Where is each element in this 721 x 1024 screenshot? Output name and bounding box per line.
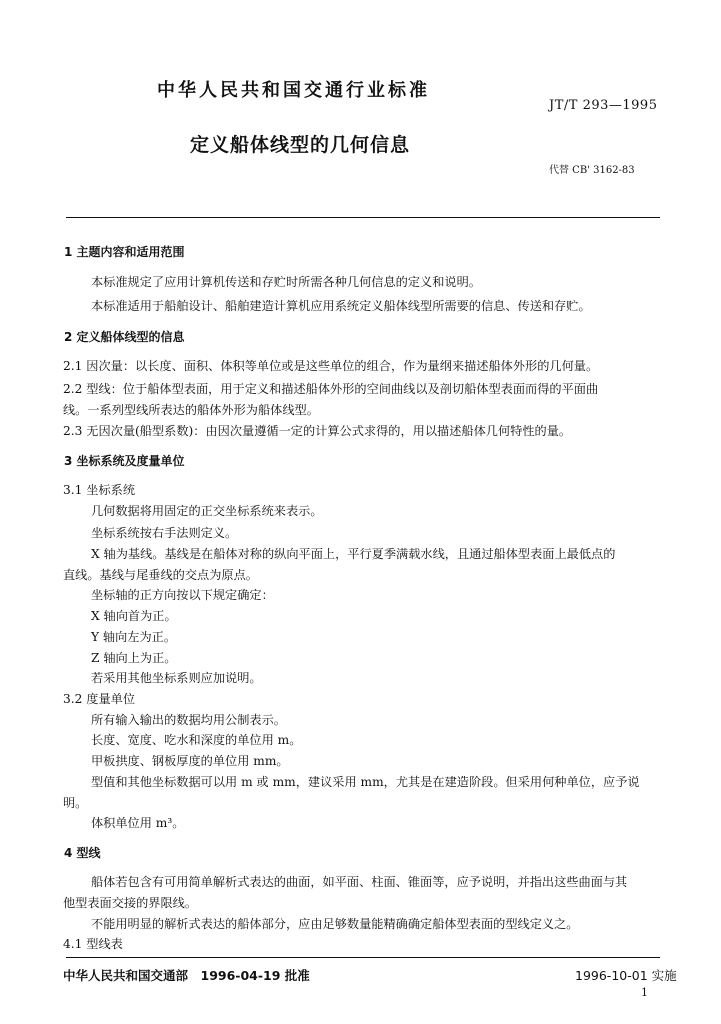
- clause-2-2-continued: 线。一系列型线所表达的船体外形为船体线型。: [63, 403, 319, 417]
- body-paragraph-continued: 明。: [63, 796, 88, 810]
- body-paragraph: 坐标系统按右手法则定义。: [91, 526, 238, 540]
- body-paragraph: 坐标轴的正方向按以下规定确定：: [91, 588, 274, 602]
- document-title: 定义船体线型的几何信息: [190, 134, 411, 156]
- page-number: 1: [641, 986, 648, 999]
- clause-2-2: 2.2 型线：位于船体型表面，用于定义和描述船体外形的空间曲线以及剖切船体型表面而得的平面曲: [63, 382, 599, 396]
- body-paragraph: 几何数据将用固定的正交坐标系统来表示。: [91, 504, 323, 518]
- axis-x-rule: X 轴向首为正。: [91, 609, 177, 623]
- body-paragraph: 所有输入输出的数据均用公制表示。: [91, 713, 286, 727]
- clause-2-3: 2.3 无因次量(船型系数)：由因次量遵循一定的计算公式求得的，用以描述船体几何特性的量。: [63, 424, 572, 438]
- body-paragraph-continued: 直线。基线与尾垂线的交点为原点。: [63, 568, 258, 582]
- section-heading-4: 4 型线: [64, 846, 101, 860]
- body-paragraph: 长度、宽度、吃水和深度的单位用 m。: [91, 733, 302, 747]
- body-paragraph: 甲板拱度、钢板厚度的单位用 mm。: [91, 754, 289, 768]
- subsection-heading-3-2: 3.2 度量单位: [63, 692, 136, 706]
- standard-code: JT/T 293—1995: [549, 98, 658, 113]
- body-paragraph-continued: 他型表面交接的界限线。: [63, 896, 198, 910]
- implementation-date: 1996-10-01 实施: [575, 968, 677, 983]
- body-paragraph: 若采用其他坐标系则应加说明。: [91, 671, 262, 685]
- section-heading-2: 2 定义船体线型的信息: [64, 330, 185, 344]
- axis-y-rule: Y 轴向左为正。: [91, 630, 177, 644]
- issuing-organization: 中华人民共和国交通行业标准: [157, 80, 430, 101]
- body-paragraph: 本标准适用于船舶设计、船舶建造计算机应用系统定义船体线型所需要的信息、传送和存贮。: [91, 299, 591, 313]
- subsection-heading-3-1: 3.1 坐标系统: [63, 483, 136, 497]
- header-divider: [66, 217, 660, 218]
- body-paragraph: 本标准规定了应用计算机传送和存贮时所需各种几何信息的定义和说明。: [91, 275, 481, 289]
- section-heading-3: 3 坐标系统及度量单位: [64, 454, 185, 468]
- replaces-standard: 代替 CB' 3162-83: [549, 165, 635, 176]
- footer-divider: [66, 957, 660, 958]
- subsection-heading-4-1: 4.1 型线表: [63, 937, 123, 951]
- approval-statement: 中华人民共和国交通部 1996-04-19 批准: [63, 968, 310, 983]
- body-paragraph: 型值和其他坐标数据可以用 m 或 mm，建议采用 mm，尤其是在建造阶段。但采用何种单位，应予说: [91, 775, 640, 789]
- body-paragraph: 船体若包含有可用简单解析式表达的曲面，如平面、柱面、锥面等，应予说明，并指出这些曲面与其: [91, 875, 628, 889]
- axis-z-rule: Z 轴向上为正。: [91, 651, 177, 665]
- section-heading-1: 1 主题内容和适用范围: [64, 245, 185, 259]
- clause-2-1: 2.1 因次量：以长度、面积、体积等单位或是这些单位的组合，作为量纲来描述船体外形的几何量。: [63, 359, 599, 373]
- body-paragraph: X 轴为基线。基线是在船体对称的纵向平面上，平行夏季满载水线，且通过船体型表面上最低点的: [91, 547, 616, 561]
- body-paragraph: 体积单位用 m³。: [91, 816, 185, 830]
- body-paragraph: 不能用明显的解析式表达的船体部分，应由足够数量能精确确定船体型表面的型线定义之。: [91, 917, 579, 931]
